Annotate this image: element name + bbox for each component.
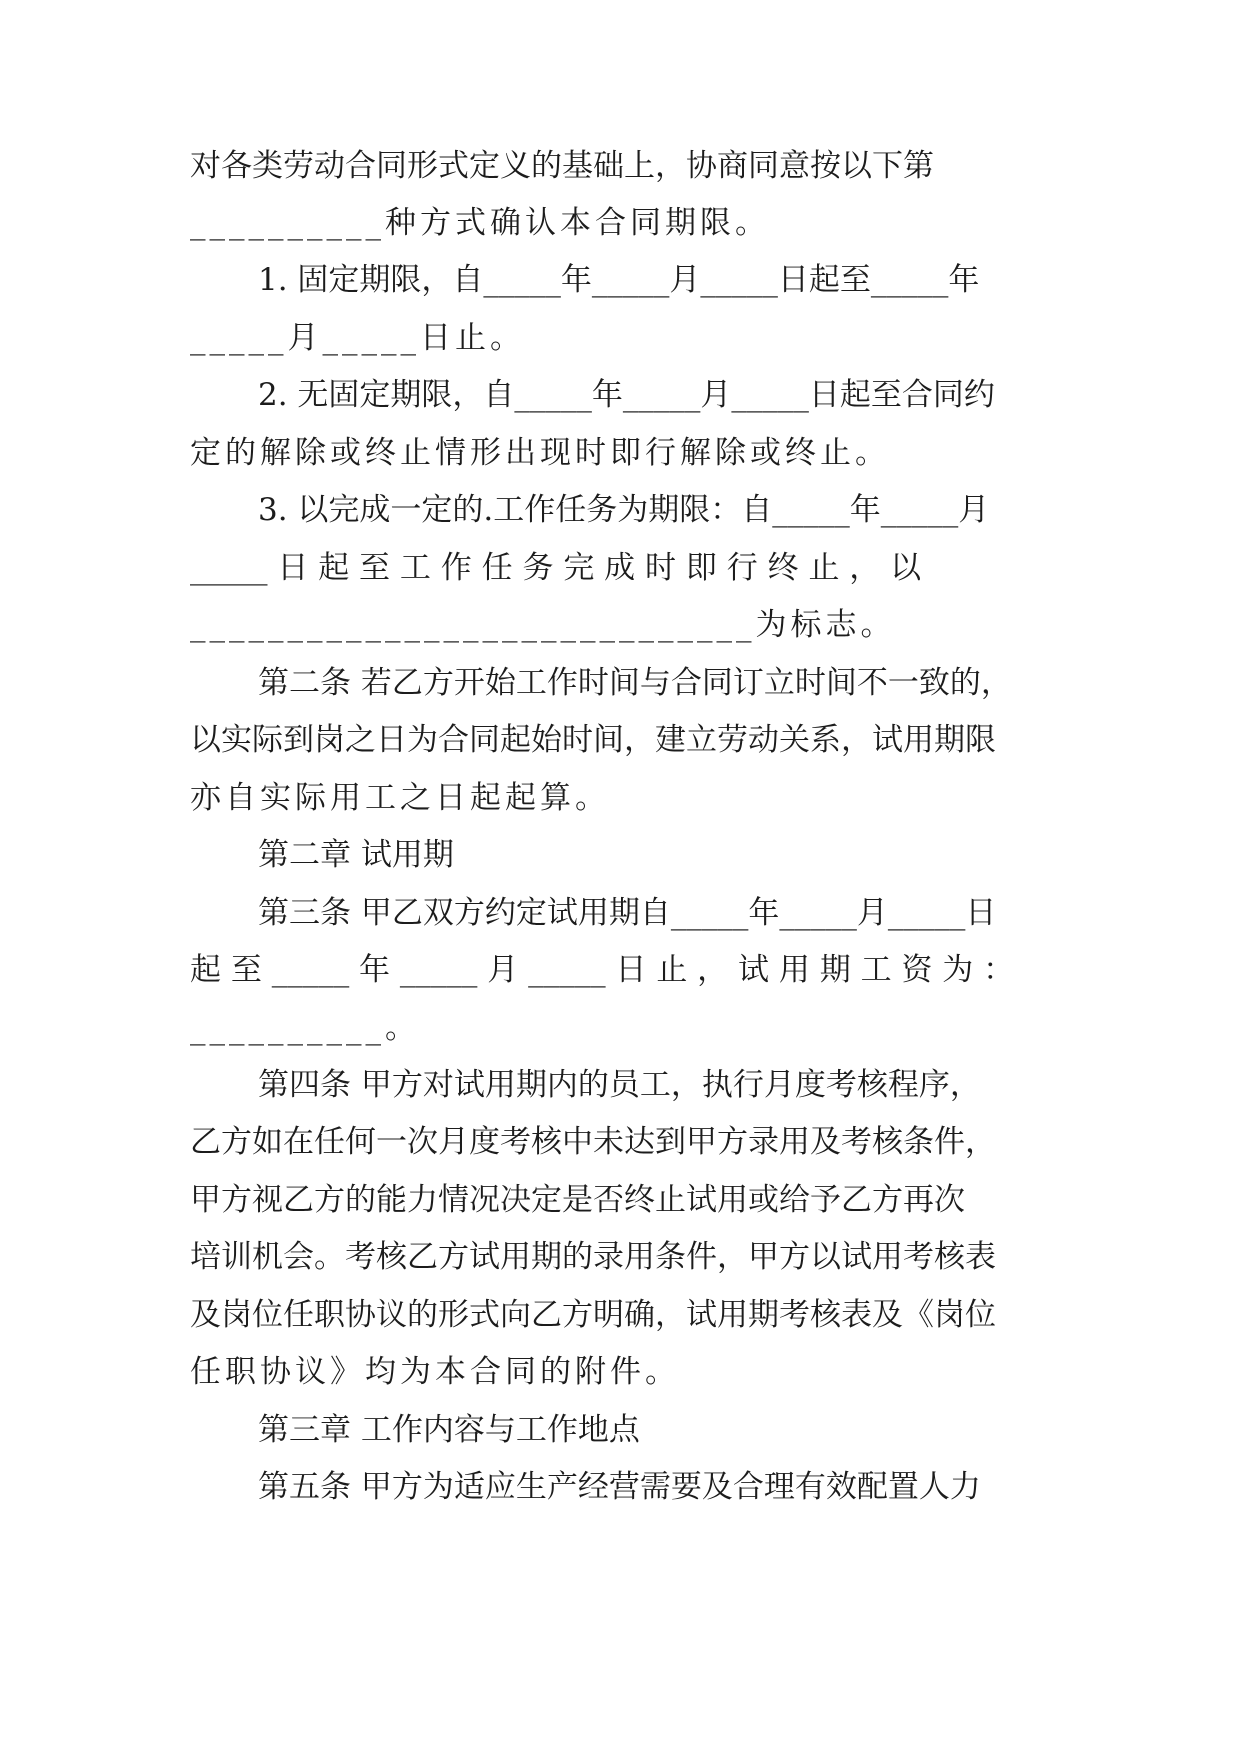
- text-line: 及岗位任职协议的形式向乙方明确，试用期考核表及《岗位: [190, 1297, 996, 1333]
- text-line: 乙方如在任何一次月度考核中未达到甲方录用及考核条件，: [190, 1124, 996, 1160]
- text-line: __________种方式确认本合同期限。: [190, 205, 770, 241]
- text-line: 亦自实际用工之日起起算。: [190, 780, 610, 816]
- text-line: _____ 日 起 至 工 作 任 务 完 成 时 即 行 终 止 ， 以: [190, 550, 922, 586]
- text-line: 定的解除或终止情形出现时即行解除或终止。: [190, 435, 890, 471]
- text-line: 对各类劳动合同形式定义的基础上，协商同意按以下第: [190, 148, 934, 184]
- text-line: 第五条 甲方为适应生产经营需要及合理有效配置人力: [258, 1469, 981, 1505]
- text-line: 起 至 _____ 年 _____ 月 _____ 日 止 ， 试 用 期 工 资 为 ：: [190, 952, 1015, 988]
- text-line: 任职协议》均为本合同的附件。: [190, 1354, 680, 1390]
- text-line: 第三条 甲乙双方约定试用期自_____年_____月_____日: [258, 895, 997, 931]
- text-line: 第二条 若乙方开始工作时间与合同订立时间不一致的，: [258, 665, 1012, 701]
- text-line: 2. 无固定期限，自_____年_____月_____日起至合同约: [258, 377, 995, 413]
- text-line: 以实际到岗之日为合同起始时间，建立劳动关系，试用期限: [190, 722, 996, 758]
- text-line: 甲方视乙方的能力情况决定是否终止试用或给予乙方再次: [190, 1182, 965, 1218]
- chapter-heading: 第三章 工作内容与工作地点: [258, 1412, 640, 1448]
- text-line: __________。: [190, 1010, 420, 1046]
- text-line: _____月_____日止。: [190, 320, 525, 356]
- text-line: 培训机会。考核乙方试用期的录用条件，甲方以试用考核表: [190, 1239, 996, 1275]
- text-line: _____________________________为标志。: [190, 607, 896, 643]
- chapter-heading: 第二章 试用期: [258, 837, 454, 873]
- text-line: 3. 以完成一定的.工作任务为期限：自_____年_____月: [258, 492, 990, 528]
- text-line: 1. 固定期限，自_____年_____月_____日起至_____年: [258, 262, 980, 298]
- text-line: 第四条 甲方对试用期内的员工，执行月度考核程序，: [258, 1067, 981, 1103]
